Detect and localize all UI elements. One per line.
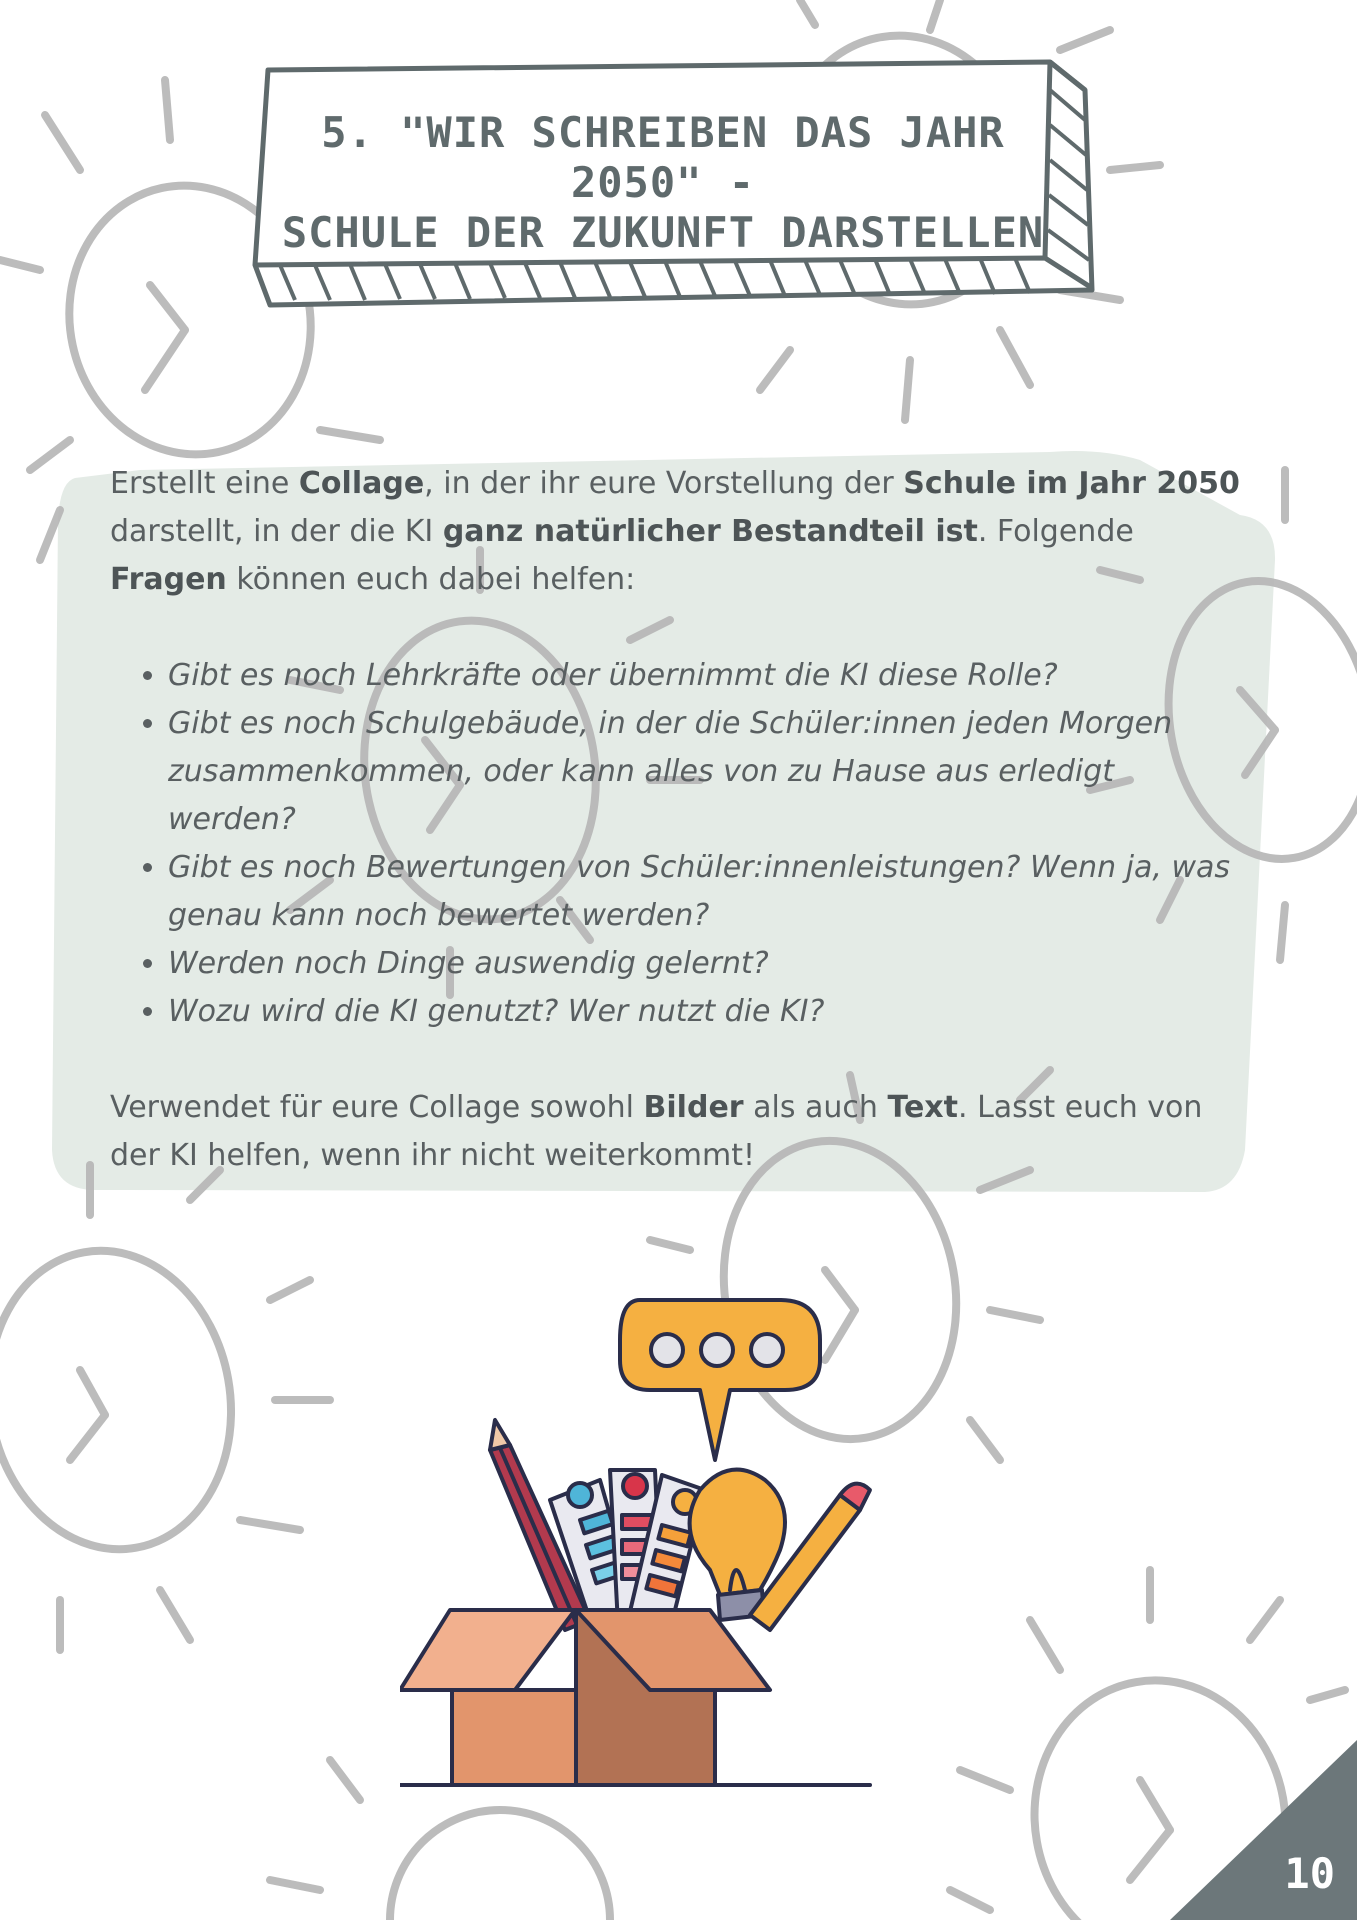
list-item: • Gibt es noch Schulgebäude, in der die Schüler:innen jeden Morgen zusammenkommen, oder kann alles von zu Hause aus erledigt werden? [168,700,1250,844]
intro-bold-collage: Collage [298,466,425,501]
outro-paragraph [110,1084,1250,1180]
speech-bubble-icon [620,1300,820,1460]
list-item: • Werden noch Dinge auswendig gelernt? [168,940,1250,988]
outro-bold-bilder: Bilder [643,1090,744,1125]
title-line-2: SCHULE DER ZUKUNFT DARSTELLEN [281,208,1045,257]
outro-text-2: als auch [743,1090,888,1125]
intro-text-2: , in der ihr eure Vorstellung der [424,466,904,501]
intro-text-4: . Folgende [977,514,1134,549]
intro-text-3: darstellt, in der die KI [110,514,443,549]
intro-bold-bestandteil: ganz natürlicher Bestandteil ist [442,514,978,549]
outro-bold-text: Text [887,1090,958,1125]
creative-box-illustration [400,1290,960,1790]
page-number: 10 [1284,1849,1335,1898]
outro-text-1: Verwendet für eure Collage sowohl [110,1090,644,1125]
list-item: • Gibt es noch Bewertungen von Schüler:innenleistungen? Wenn ja, was genau kann noch bewertet werden? [168,844,1250,940]
intro-text-1: Erstellt eine [110,466,299,501]
intro-bold-schule-2050: Schule im Jahr 2050 [903,466,1240,501]
page-title [258,108,1068,258]
box-icon [400,1610,770,1785]
list-item: • Wozu wird die KI genutzt? Wer nutzt die KI? [168,988,1250,1036]
intro-text-5: können euch dabei helfen: [226,562,636,597]
list-item: • Gibt es noch Lehrkräfte oder übernimmt die KI diese Rolle? [168,652,1250,700]
intro-bold-fragen: Fragen [110,562,227,597]
intro-paragraph [110,460,1250,604]
question-list [110,652,1250,1036]
task-content [110,460,1250,1180]
title-line-1: 5. "WIR SCHREIBEN DAS JAHR 2050" - [321,108,1005,207]
outro-text-3: . Lasst euch von der KI helfen, wenn ihr nicht weiterkommt! [110,1090,1203,1173]
